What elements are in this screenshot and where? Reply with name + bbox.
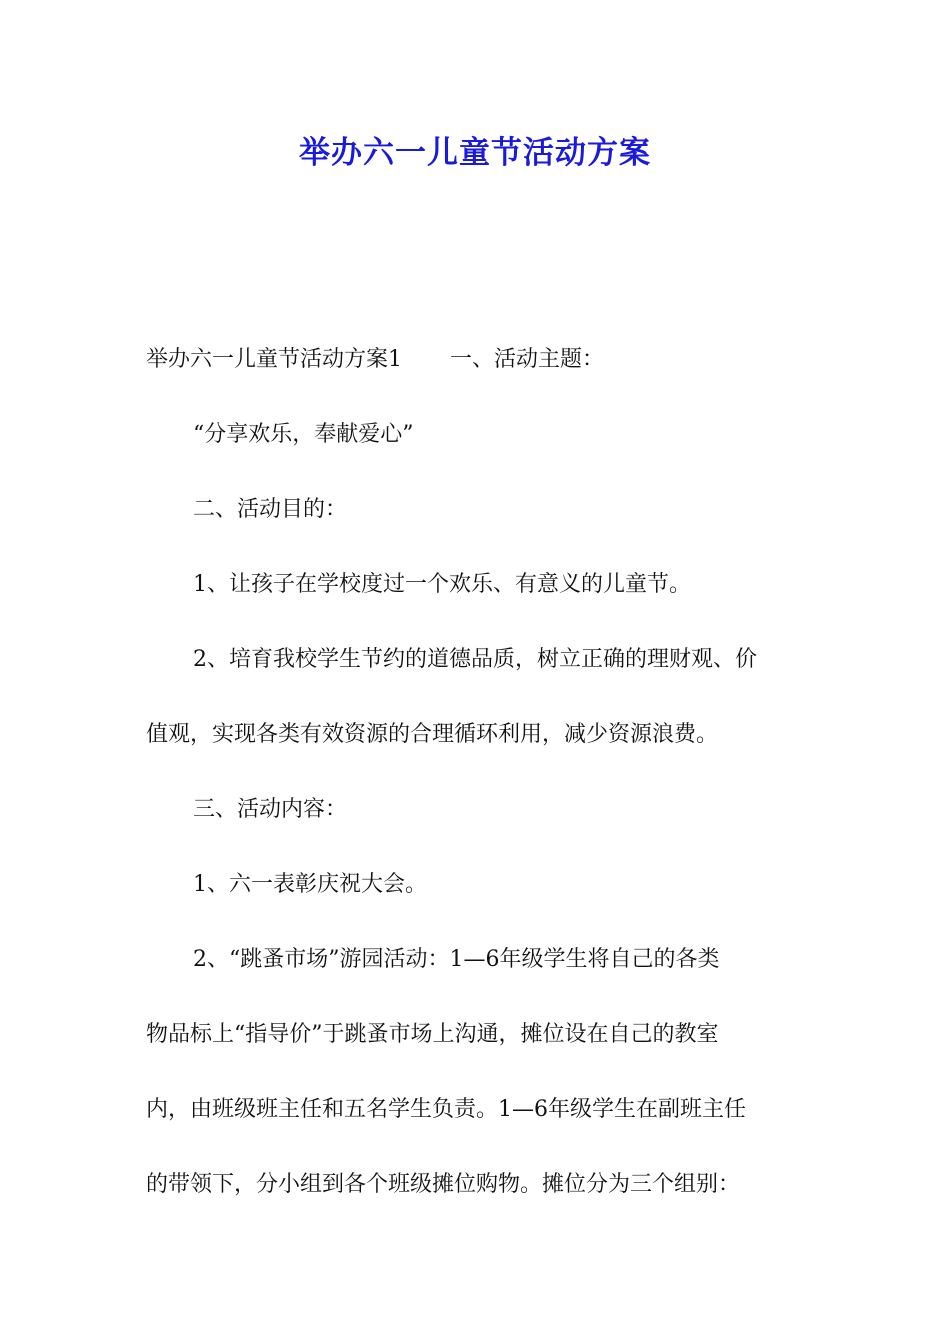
paragraph-line: 1、六一表彰庆祝大会。 bbox=[193, 872, 427, 897]
paragraph-line: 内，由班级班主任和五名学生负责。1—6年级学生在副班主任 bbox=[146, 1097, 746, 1122]
paragraph-line: 值观，实现各类有效资源的合理循环利用，减少资源浪费。 bbox=[146, 722, 719, 747]
paragraph-line: 1、让孩子在学校度过一个欢乐、有意义的儿童节。 bbox=[193, 572, 691, 597]
document-title: 举办六一儿童节活动方案 bbox=[299, 135, 651, 171]
section-heading: 举办六一儿童节活动方案1 bbox=[146, 347, 402, 372]
section-title-theme: 一、活动主题： bbox=[450, 347, 605, 372]
section-title-content: 三、活动内容： bbox=[193, 797, 348, 822]
paragraph-line: 的带领下，分小组到各个班级摊位购物。摊位分为三个组别： bbox=[146, 1172, 741, 1197]
paragraph-line: 2、“跳蚤市场”游园活动：1—6年级学生将自己的各类 bbox=[193, 947, 720, 972]
paragraph-line: 2、培育我校学生节约的道德品质，树立正确的理财观、价 bbox=[193, 647, 757, 672]
paragraph-line: 物品标上“指导价”于跳蚤市场上沟通，摊位设在自己的教室 bbox=[146, 1022, 719, 1047]
paragraph-line: “分享欢乐，奉献爱心” bbox=[193, 422, 414, 447]
section-title-purpose: 二、活动目的： bbox=[193, 497, 348, 522]
paragraph-line-heading bbox=[146, 342, 816, 378]
